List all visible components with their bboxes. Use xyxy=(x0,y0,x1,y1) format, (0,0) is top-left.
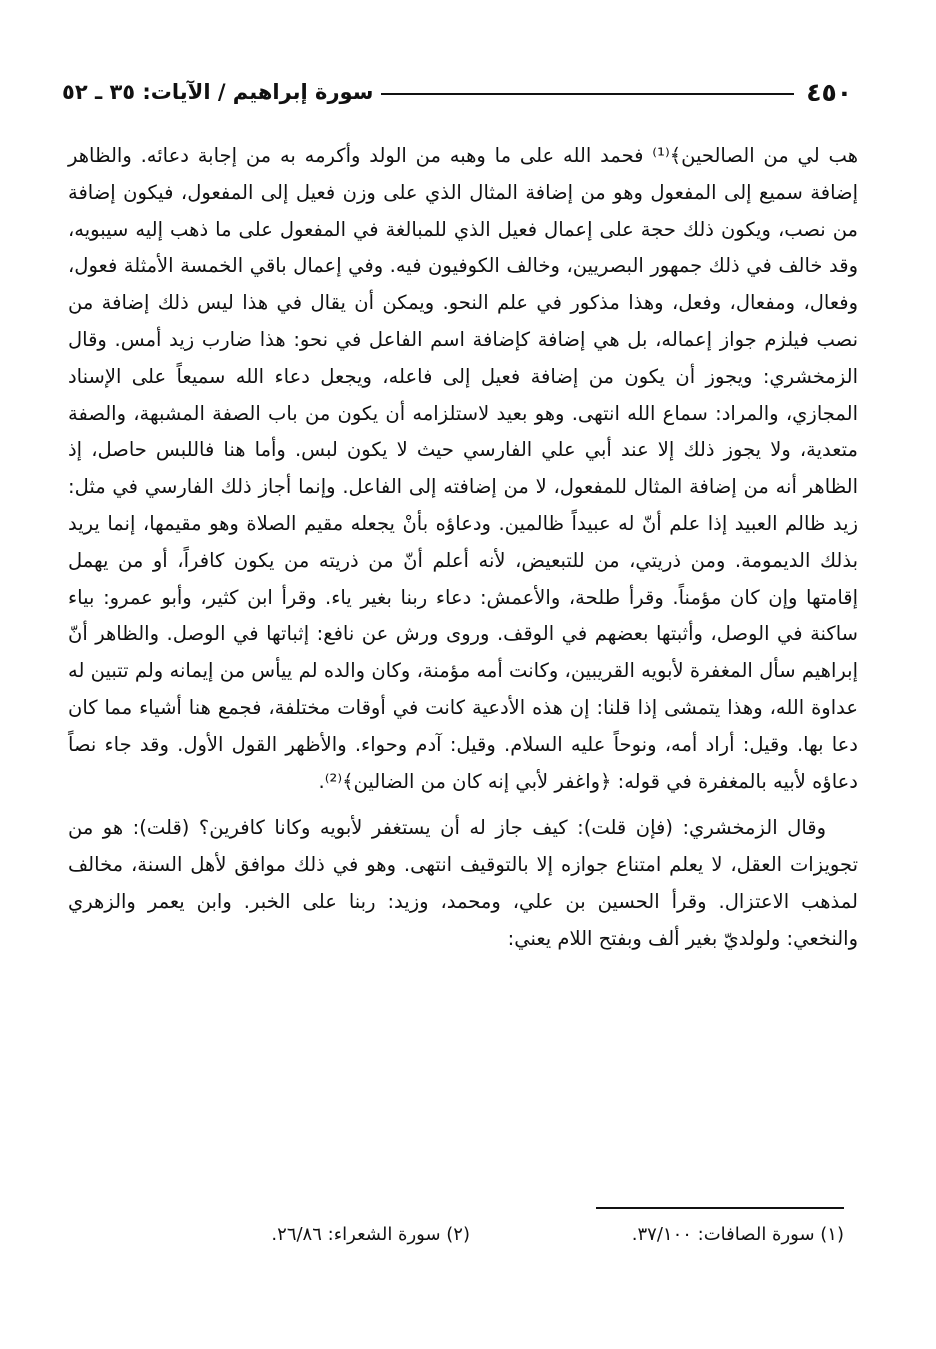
paragraph-2: وقال الزمخشري: (فإن قلت): كيف جاز له أن يستغفر لأبويه وكانا كافرين؟ (قلت): هو من تجويزات العقل، لا يعلم امتناع جوازه إلا بالتوقيف انتهى. وهو في ذلك موافق لأهل السنة، مخالف لمذهب الاعتزال. وقرأ الحسين بن علي، ومحمد، وزيد: ربنا على الخبر. وابن يعمر والزهري والنخعي: ولولديّ بغير ألف وبفتح اللام يعني: xyxy=(68,816,858,950)
footnotes xyxy=(68,1224,846,1254)
running-header xyxy=(62,72,852,112)
running-title: سورة إبراهيم / الآيات: ٣٥ ـ ٥٢ xyxy=(62,80,374,104)
main-text xyxy=(68,138,858,958)
footnote-rule xyxy=(596,1207,844,1209)
header-rule xyxy=(381,93,794,95)
paragraph-1: هب لي من الصالحين﴾⁽¹⁾ فحمد الله على ما وهبه من الولد وأكرمه به من إجابة دعائه. والظاهر إضافة سميع إلى المفعول وهو من إضافة المثال الذي على وزن فعيل إلى المفعول، فيكون إضافة من نصب، ويكون ذلك حجة على إعمال فعيل الذي للمبالغة في المفعول على ما ذهب إليه سيبويه، وقد خالف في ذلك جمهور البصريين، وخالف الكوفيون فيه. وفي إعمال باقي الخمسة الأمثلة فعول، وفعال، ومفعال، وفعل، وهذا مذكور في علم النحو. ويمكن أن يقال في هذا ليس ذلك إضافة من نصب فيلزم جواز إعماله، بل هي إضافة كإضافة اسم الفاعل في نحو: هذا ضارب زيد أمس. وقال الزمخشري: ويجوز أن يكون من إضافة فعيل إلى فاعله، ويجعل دعاء الله سميعاً على الإسناد المجازي، والمراد: سماع الله انتهى. وهو بعيد لاستلزامه أن يكون من باب الصفة المشبهة، والصفة متعدية، ولا يجوز ذلك إلا عند أبي علي الفارسي حيث لا يكون لبس. وأما هنا فاللبس حاصل، إذ الظاهر أنه من إضافة المثال للمفعول، لا من إضافته إلى الفاعل. وإنما أجاز ذلك الفارسي في مثل: زيد ظالم العبيد إذا علم أنّ له عبيداً ظالمين. ودعاؤه بأنْ يجعله مقيم الصلاة وهو مقيمها، إنما يريد بذلك الديمومة. ومن ذريتي، من للتبعيض، لأنه أعلم أنّ من ذريته من يكون كافراً، أو من يهمل إقامتها وإن كان مؤمناً. وقرأ طلحة، والأعمش: دعاء ربنا بغير ياء. وقرأ ابن كثير، وأبو عمرو: بياء ساكنة في الوصل، وأثبتها بعضهم في الوقف. وروى ورش عن نافع: إثباتها في الوصل. والظاهر أنّ إبراهيم سأل المغفرة لأبويه القريبين، وكانت أمه مؤمنة، وكان والده لم ييأس من إيمانه ولم تتبين له عداوة الله، وهذا يتمشى إذا قلنا: إن هذه الأدعية كانت في أوقات مختلفة، فجمع هنا أشياء مما كان دعا بها. وقيل: أراد أمه، ونوحاً عليه السلام. وقيل: آدم وحواء. والأظهر القول الأول. وقد جاء نصاً دعاؤه لأبيه بالمغفرة في قوله: ﴿واغفر لأبي إنه كان من الضالين﴾⁽²⁾. xyxy=(68,144,858,793)
footnote-2: (٢) سورة الشعراء: ٢٦/٨٦. xyxy=(271,1224,470,1245)
footnote-1: (١) سورة الصافات: ٣٧/١٠٠. xyxy=(631,1224,844,1245)
page-number: ٤٥٠ xyxy=(806,77,852,107)
